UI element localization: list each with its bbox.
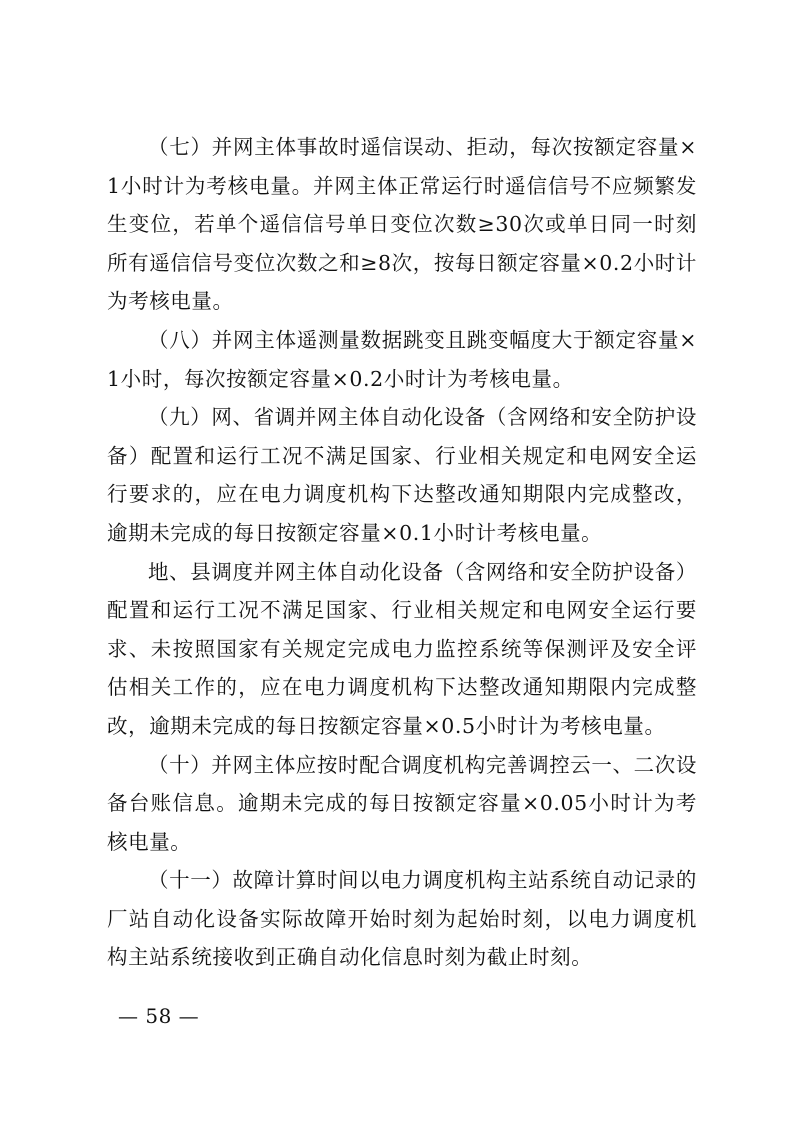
document-body [107, 128, 697, 977]
paragraph-item-9-local-dispatch: 地、县调度并网主体自动化设备（含网络和安全防护设备）配置和运行工况不满足国家、行业相关规定和电网安全运行要求、未按照国家有关规定完成电力监控系统等保测评及安全评估相关工作的，应在电力调度机构下达整改通知期限内完成整改，逾期未完成的每日按额定容量×0.5小时计为考核电量。 [107, 559, 697, 738]
page-number: — 58 — [118, 1004, 200, 1028]
paragraph-item-10: （十）并网主体应按时配合调度机构完善调控云一、二次设备台账信息。逾期未完成的每日按额定容量×0.05小时计为考核电量。 [107, 752, 697, 854]
paragraph-item-9: （九）网、省调并网主体自动化设备（含网络和安全防护设备）配置和运行工况不满足国家、行业相关规定和电网安全运行要求的，应在电力调度机构下达整改通知期限内完成整改，逾期未完成的每日按额定容量×0.1小时计考核电量。 [107, 405, 697, 545]
paragraph-item-7: （七）并网主体事故时遥信误动、拒动，每次按额定容量×1小时计为考核电量。并网主体正常运行时遥信信号不应频繁发生变位，若单个遥信信号单日变位次数≥30次或单日同一时刻所有遥信信号变位次数之和≥8次，按每日额定容量×0.2小时计为考核电量。 [107, 135, 697, 314]
paragraph-item-8: （八）并网主体遥测量数据跳变且跳变幅度大于额定容量×1小时，每次按额定容量×0.2小时计为考核电量。 [107, 327, 697, 391]
paragraph-item-11: （十一）故障计算时间以电力调度机构主站系统自动记录的厂站自动化设备实际故障开始时刻为起始时刻，以电力调度机构主站系统接收到正确自动化信息时刻为截止时刻。 [107, 868, 697, 970]
